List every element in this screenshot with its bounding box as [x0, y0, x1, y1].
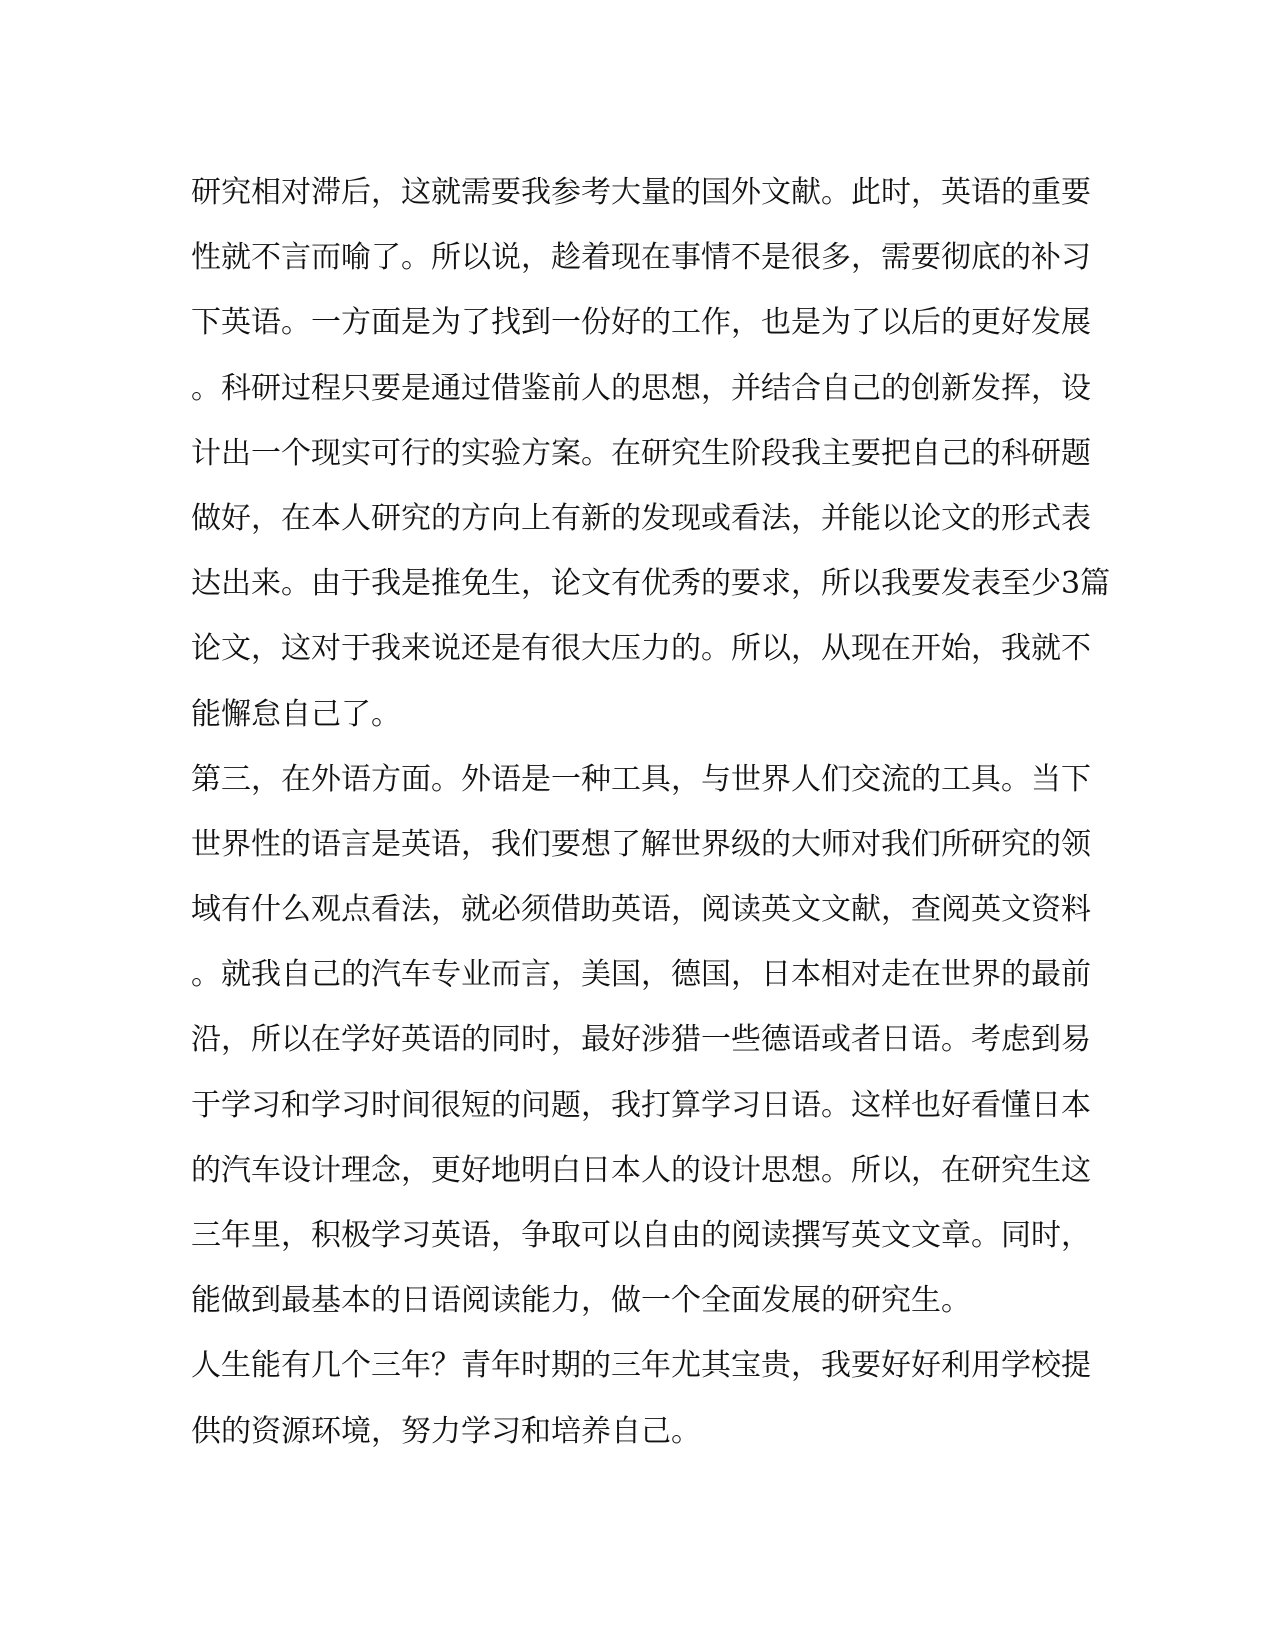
- text-line: 人生能有几个三年？青年时期的三年尤其宝贵，我要好好利用学校提: [191, 1348, 1091, 1384]
- text-line: 研究相对滞后，这就需要我参考大量的国外文献。此时，英语的重要: [191, 175, 1091, 210]
- text-line: 第三，在外语方面。外语是一种工具，与世界人们交流的工具。当下: [191, 761, 1091, 797]
- text-line: 。就我自己的汽车专业而言，美国，德国，日本相对走在世界的最前: [191, 957, 1091, 993]
- text-line: 世界性的语言是英语，我们要想了解世界级的大师对我们所研究的领: [191, 826, 1091, 862]
- text-line: 做好，在本人研究的方向上有新的发现或看法，并能以论文的形式表: [191, 500, 1091, 536]
- text-line: 能做到最基本的日语阅读能力，做一个全面发展的研究生。: [191, 1283, 971, 1319]
- text-line: 的汽车设计理念，更好地明白日本人的设计思想。所以，在研究生这: [191, 1152, 1091, 1188]
- text-line: 计出一个现实可行的实验方案。在研究生阶段我主要把自己的科研题: [191, 435, 1091, 471]
- text-line: 下英语。一方面是为了找到一份好的工作，也是为了以后的更好发展: [191, 305, 1091, 341]
- text-line: 供的资源环境，努力学习和培养自己。: [191, 1413, 701, 1449]
- text-line: 论文，这对于我来说还是有很大压力的。所以，从现在开始，我就不: [191, 631, 1091, 667]
- body-text: [191, 160, 1111, 1464]
- text-line: 三年里，积极学习英语，争取可以自由的阅读撰写英文文章。同时，: [191, 1218, 1091, 1253]
- text-line: 。科研过程只要是通过借鉴前人的思想，并结合自己的创新发挥，设: [191, 370, 1091, 406]
- text-line: 达出来。由于我是推免生，论文有优秀的要求，所以我要发表至少3篇: [191, 566, 1111, 602]
- text-line: 能懈怠自己了。: [191, 696, 401, 732]
- text-line: 域有什么观点看法，就必须借助英语，阅读英文文献，查阅英文资料: [191, 892, 1091, 928]
- text-line: 于学习和学习时间很短的问题，我打算学习日语。这样也好看懂日本: [191, 1087, 1091, 1123]
- text-line: 性就不言而喻了。所以说，趁着现在事情不是很多，需要彻底的补习: [191, 240, 1091, 276]
- text-line: 沿，所以在学好英语的同时，最好涉猎一些德语或者日语。考虑到易: [191, 1022, 1091, 1058]
